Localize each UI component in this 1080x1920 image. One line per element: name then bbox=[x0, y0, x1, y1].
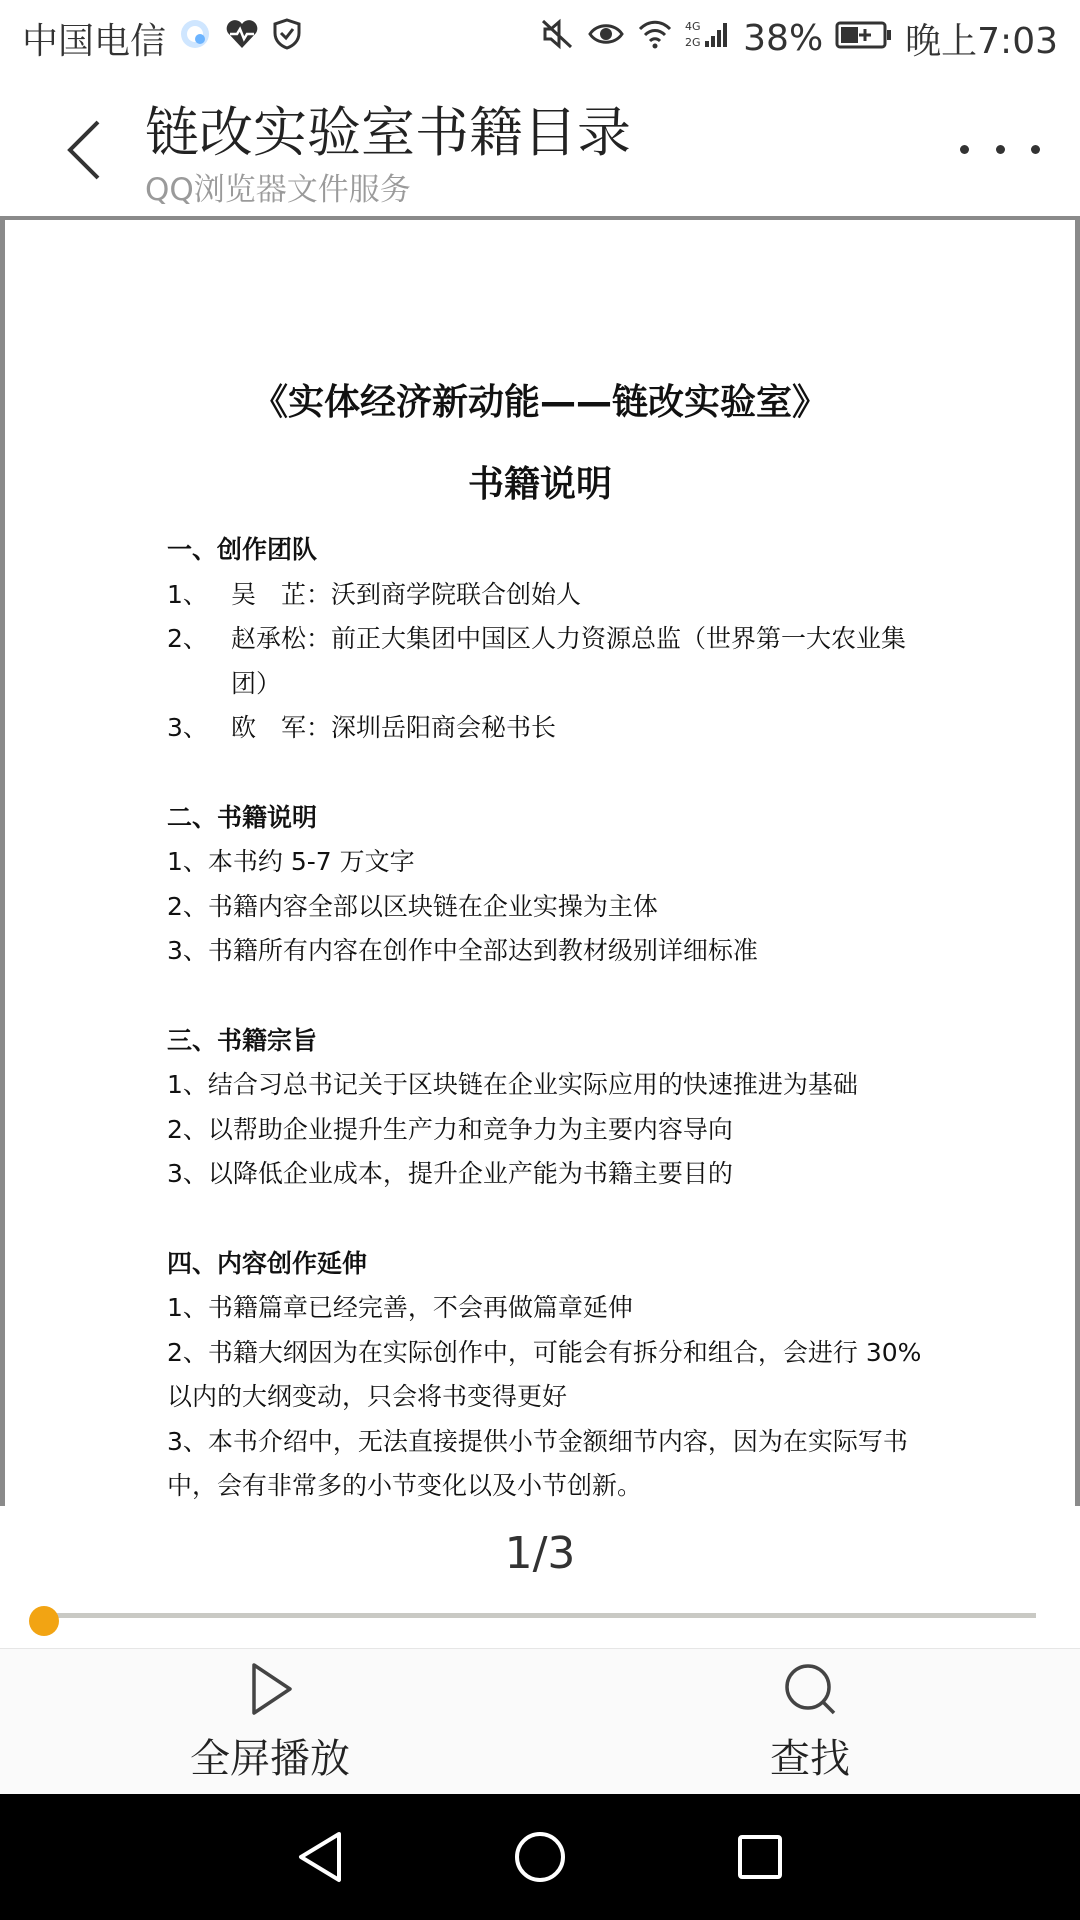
more-icon bbox=[960, 145, 969, 154]
mute-icon bbox=[539, 17, 575, 60]
search-label: 查找 bbox=[770, 1736, 850, 1782]
member-role: 深圳岳阳商会秘书长 bbox=[331, 713, 557, 743]
list-item: 1、结合习总书记关于区块链在企业实际应用的快速推进为基础 bbox=[167, 1070, 858, 1100]
list-item: 1、书籍篇章已经完善，不会再做篇章延伸 bbox=[167, 1293, 633, 1323]
heart-rate-icon bbox=[224, 17, 260, 60]
nav-recents-icon bbox=[736, 1833, 784, 1881]
document-body bbox=[167, 528, 927, 1506]
svg-text:2G: 2G bbox=[685, 35, 701, 49]
status-bar bbox=[0, 0, 1080, 76]
list-item: 2、书籍大纲因为在实际创作中，可能会有拆分和组合，会进行 30%以内的大纲变动，只会将书变得更好 bbox=[167, 1337, 922, 1412]
eye-icon bbox=[587, 17, 625, 60]
play-icon bbox=[242, 1661, 298, 1717]
search-icon bbox=[782, 1661, 838, 1717]
back-arrow-icon bbox=[64, 118, 104, 182]
nav-back-icon bbox=[295, 1830, 345, 1884]
document-page bbox=[5, 220, 1075, 1506]
member-name: 欧 军： bbox=[231, 713, 332, 743]
list-item: 3、本书介绍中，无法直接提供小节金额细节内容，因为在实际写书中，会有非常多的小节变化以及小节创新。 bbox=[167, 1426, 908, 1501]
carrier-name: 中国电信 bbox=[22, 20, 167, 62]
section-heading: 一、创作团队 bbox=[167, 535, 318, 564]
team-member: 1、 吴 芷：沃到商学院联合创始人 bbox=[167, 573, 927, 618]
status-bar-left bbox=[22, 13, 302, 64]
clock: 晚上7:03 bbox=[905, 20, 1058, 62]
member-name: 赵承松： bbox=[231, 624, 332, 654]
page-slider-thumb[interactable] bbox=[29, 1606, 59, 1636]
list-item: 2、以帮助企业提升生产力和竞争力为主要内容导向 bbox=[167, 1114, 733, 1144]
list-item: 3、以降低企业成本，提升企业产能为书籍主要目的 bbox=[167, 1159, 733, 1189]
signal-icon bbox=[685, 17, 731, 60]
member-role: 前正大集团中国区人力资源总监（世界第一大农业集团） bbox=[231, 624, 907, 698]
status-bar-right bbox=[539, 13, 1058, 64]
member-name: 吴 芷： bbox=[231, 579, 332, 609]
nav-back-button[interactable] bbox=[290, 1827, 350, 1887]
search-button[interactable] bbox=[660, 1649, 960, 1795]
nav-home-icon bbox=[513, 1830, 567, 1884]
document-subtitle: 书籍说明 bbox=[467, 464, 612, 505]
system-nav-bar bbox=[0, 1794, 1080, 1920]
app-header bbox=[0, 76, 1080, 216]
fullscreen-play-label: 全屏播放 bbox=[190, 1736, 350, 1782]
document-title: 《实体经济新动能——链改实验室》 bbox=[251, 382, 828, 423]
page-indicator: 1/3 bbox=[504, 1528, 576, 1579]
browser-icon bbox=[178, 17, 212, 60]
battery-icon bbox=[835, 18, 893, 59]
more-button[interactable] bbox=[960, 124, 1040, 174]
document-viewer[interactable] bbox=[0, 216, 1080, 1506]
back-button[interactable] bbox=[54, 110, 114, 190]
nav-home-button[interactable] bbox=[510, 1827, 570, 1887]
page-navigator bbox=[0, 1506, 1080, 1648]
list-item: 3、书籍所有内容在创作中全部达到教材级别详细标准 bbox=[167, 936, 758, 966]
bottom-toolbar bbox=[0, 1648, 1080, 1794]
shield-icon bbox=[272, 17, 302, 60]
list-item: 1、本书约 5-7 万文字 bbox=[167, 847, 415, 877]
nav-recents-button[interactable] bbox=[730, 1827, 790, 1887]
list-item: 2、书籍内容全部以区块链在企业实操为主体 bbox=[167, 891, 658, 921]
battery-percent: 38% bbox=[743, 17, 824, 59]
section-heading: 四、内容创作延伸 bbox=[167, 1248, 368, 1278]
fullscreen-play-button[interactable] bbox=[120, 1649, 420, 1795]
page-subtitle: QQ浏览器文件服务 bbox=[145, 172, 411, 208]
page-title: 链改实验室书籍目录 bbox=[145, 101, 631, 164]
member-role: 沃到商学院联合创始人 bbox=[331, 579, 582, 609]
svg-text:4G: 4G bbox=[685, 19, 701, 33]
section-heading: 二、书籍说明 bbox=[167, 802, 318, 832]
team-member: 2、 赵承松：前正大集团中国区人力资源总监（世界第一大农业集团） bbox=[167, 617, 927, 706]
wifi-icon bbox=[637, 17, 673, 60]
team-member: 3、 欧 军：深圳岳阳商会秘书长 bbox=[167, 706, 927, 751]
page-slider-track[interactable] bbox=[44, 1613, 1036, 1618]
section-heading: 三、书籍宗旨 bbox=[167, 1025, 318, 1055]
